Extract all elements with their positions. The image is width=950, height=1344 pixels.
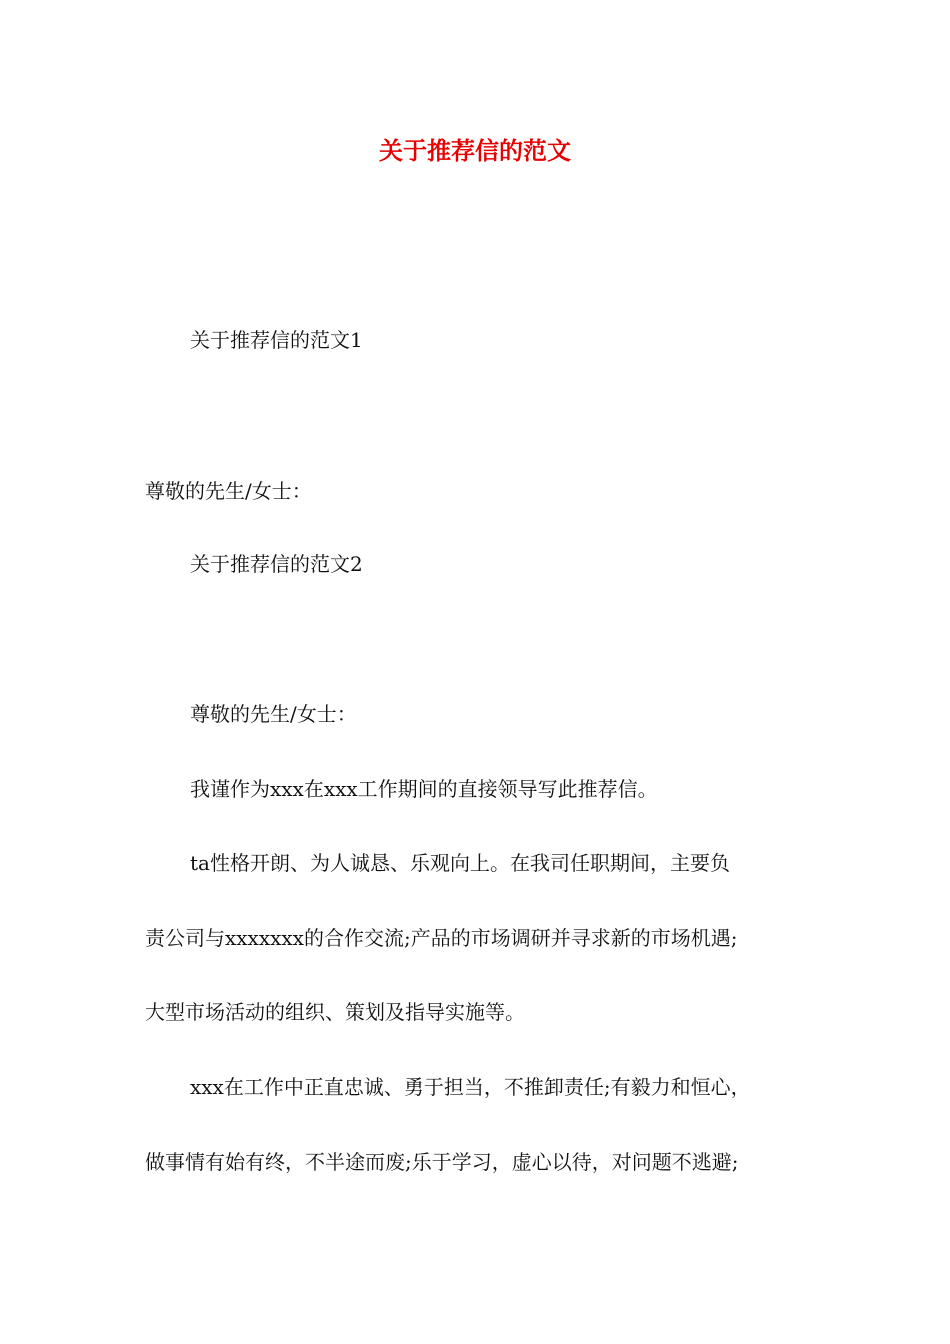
body-paragraph-3-line-1: xxx在工作中正直忠诚、勇于担当，不推卸责任;有毅力和恒心， [190,1075,751,1099]
salutation-2: 尊敬的先生/女士： [190,702,357,726]
body-paragraph-3-line-2: 做事情有始有终，不半途而废;乐于学习，虚心以待，对问题不逃避; [145,1150,739,1174]
section-heading-2: 关于推荐信的范文2 [190,552,363,576]
body-paragraph-1: 我谨作为xxx在xxx工作期间的直接领导写此推荐信。 [190,777,658,801]
section-heading-1: 关于推荐信的范文1 [190,328,363,352]
body-paragraph-2-line-2: 责公司与xxxxxxx的合作交流;产品的市场调研并寻求新的市场机遇; [145,926,738,950]
salutation-1: 尊敬的先生/女士： [145,479,312,503]
document-title: 关于推荐信的范文 [379,137,571,165]
body-paragraph-2-line-1: ta性格开朗、为人诚恳、乐观向上。在我司任职期间，主要负 [190,851,730,875]
body-paragraph-2-line-3: 大型市场活动的组织、策划及指导实施等。 [145,1000,525,1024]
